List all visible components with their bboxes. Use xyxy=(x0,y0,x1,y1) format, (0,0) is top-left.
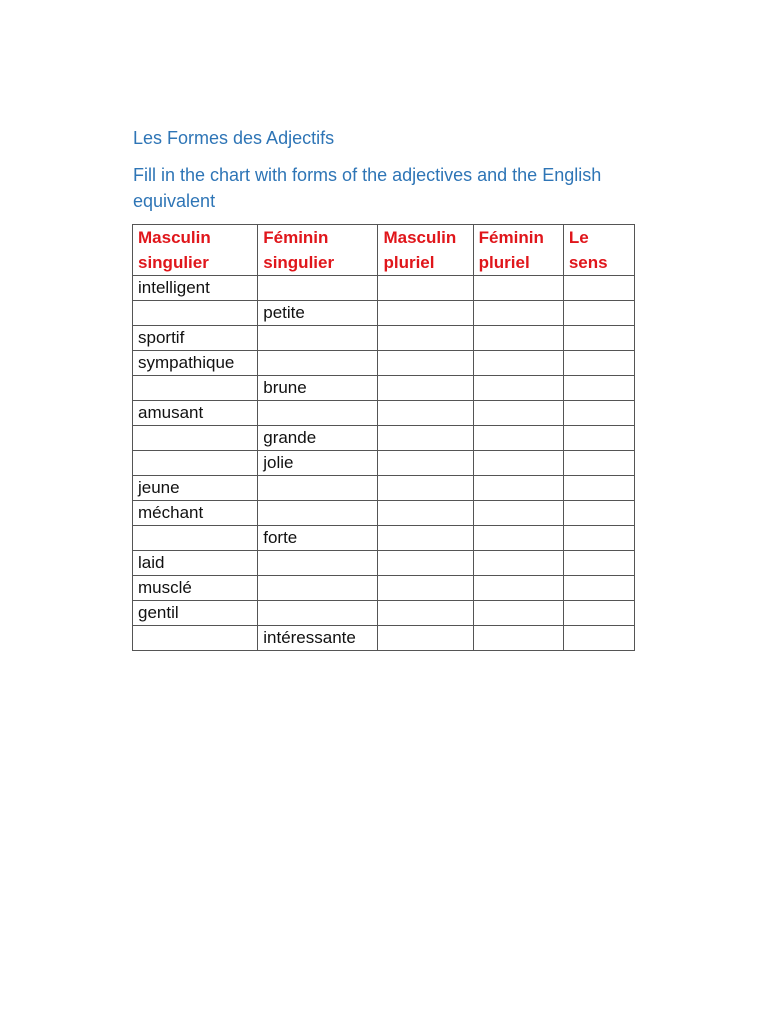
cell-masculin-pluriel[interactable] xyxy=(378,426,473,451)
cell-masculin-singulier: laid xyxy=(133,551,258,576)
table-row xyxy=(133,301,635,326)
cell-le-sens[interactable] xyxy=(563,601,634,626)
cell-masculin-singulier: sympathique xyxy=(133,351,258,376)
cell-feminin-singulier: grande xyxy=(258,426,378,451)
cell-masculin-pluriel[interactable] xyxy=(378,526,473,551)
cell-masculin-singulier[interactable] xyxy=(133,451,258,476)
cell-masculin-singulier: amusant xyxy=(133,401,258,426)
cell-feminin-pluriel[interactable] xyxy=(473,551,563,576)
cell-masculin-singulier: méchant xyxy=(133,501,258,526)
cell-feminin-singulier[interactable] xyxy=(258,351,378,376)
cell-masculin-pluriel[interactable] xyxy=(378,276,473,301)
header-feminin-singulier: Féminin singulier xyxy=(258,225,378,276)
cell-feminin-pluriel[interactable] xyxy=(473,576,563,601)
table-row xyxy=(133,451,635,476)
cell-feminin-pluriel[interactable] xyxy=(473,476,563,501)
instructions-text: Fill in the chart with forms of the adjectives and the English equivalent xyxy=(133,165,602,211)
cell-le-sens[interactable] xyxy=(563,576,634,601)
table-header-row xyxy=(133,225,635,276)
table-row xyxy=(133,476,635,501)
cell-masculin-pluriel[interactable] xyxy=(378,401,473,426)
table-row xyxy=(133,601,635,626)
cell-feminin-singulier[interactable] xyxy=(258,476,378,501)
cell-masculin-singulier: intelligent xyxy=(133,276,258,301)
cell-feminin-singulier: forte xyxy=(258,526,378,551)
cell-le-sens[interactable] xyxy=(563,401,634,426)
cell-masculin-singulier[interactable] xyxy=(133,626,258,651)
cell-feminin-pluriel[interactable] xyxy=(473,526,563,551)
cell-masculin-singulier: sportif xyxy=(133,326,258,351)
cell-feminin-pluriel[interactable] xyxy=(473,351,563,376)
cell-feminin-singulier[interactable] xyxy=(258,326,378,351)
cell-masculin-pluriel[interactable] xyxy=(378,551,473,576)
header-feminin-pluriel: Féminin pluriel xyxy=(473,225,563,276)
table-row xyxy=(133,576,635,601)
table-row xyxy=(133,326,635,351)
cell-le-sens[interactable] xyxy=(563,351,634,376)
cell-masculin-pluriel[interactable] xyxy=(378,301,473,326)
cell-le-sens[interactable] xyxy=(563,276,634,301)
cell-feminin-singulier[interactable] xyxy=(258,601,378,626)
cell-feminin-singulier: petite xyxy=(258,301,378,326)
header-masculin-pluriel: Masculin pluriel xyxy=(378,225,473,276)
cell-masculin-pluriel[interactable] xyxy=(378,626,473,651)
table-body xyxy=(133,276,635,651)
cell-masculin-pluriel[interactable] xyxy=(378,351,473,376)
table-row xyxy=(133,526,635,551)
cell-feminin-singulier[interactable] xyxy=(258,276,378,301)
cell-feminin-pluriel[interactable] xyxy=(473,276,563,301)
cell-masculin-pluriel[interactable] xyxy=(378,451,473,476)
cell-masculin-pluriel[interactable] xyxy=(378,601,473,626)
cell-le-sens[interactable] xyxy=(563,451,634,476)
cell-feminin-pluriel[interactable] xyxy=(473,626,563,651)
cell-feminin-pluriel[interactable] xyxy=(473,451,563,476)
cell-feminin-singulier[interactable] xyxy=(258,576,378,601)
cell-masculin-singulier[interactable] xyxy=(133,376,258,401)
table-row xyxy=(133,501,635,526)
cell-le-sens[interactable] xyxy=(563,301,634,326)
table-row xyxy=(133,426,635,451)
cell-masculin-singulier: jeune xyxy=(133,476,258,501)
table-row xyxy=(133,626,635,651)
cell-le-sens[interactable] xyxy=(563,626,634,651)
cell-masculin-singulier[interactable] xyxy=(133,426,258,451)
cell-feminin-singulier[interactable] xyxy=(258,501,378,526)
cell-feminin-pluriel[interactable] xyxy=(473,376,563,401)
table-row xyxy=(133,376,635,401)
cell-masculin-pluriel[interactable] xyxy=(378,376,473,401)
table-row xyxy=(133,401,635,426)
cell-feminin-pluriel[interactable] xyxy=(473,326,563,351)
cell-le-sens[interactable] xyxy=(563,376,634,401)
cell-masculin-singulier: gentil xyxy=(133,601,258,626)
cell-le-sens[interactable] xyxy=(563,476,634,501)
table-row xyxy=(133,551,635,576)
cell-masculin-pluriel[interactable] xyxy=(378,576,473,601)
cell-feminin-singulier: jolie xyxy=(258,451,378,476)
cell-le-sens[interactable] xyxy=(563,326,634,351)
cell-feminin-pluriel[interactable] xyxy=(473,501,563,526)
table-row xyxy=(133,351,635,376)
header-le-sens: Le sens xyxy=(563,225,634,276)
cell-masculin-pluriel[interactable] xyxy=(378,476,473,501)
cell-masculin-singulier[interactable] xyxy=(133,526,258,551)
cell-le-sens[interactable] xyxy=(563,526,634,551)
page-title: Les Formes des Adjectifs xyxy=(133,128,335,148)
cell-feminin-pluriel[interactable] xyxy=(473,401,563,426)
cell-feminin-singulier[interactable] xyxy=(258,401,378,426)
cell-le-sens[interactable] xyxy=(563,551,634,576)
cell-le-sens[interactable] xyxy=(563,501,634,526)
cell-masculin-pluriel[interactable] xyxy=(378,326,473,351)
cell-feminin-singulier: brune xyxy=(258,376,378,401)
cell-masculin-pluriel[interactable] xyxy=(378,501,473,526)
cell-feminin-pluriel[interactable] xyxy=(473,426,563,451)
cell-feminin-pluriel[interactable] xyxy=(473,301,563,326)
cell-le-sens[interactable] xyxy=(563,426,634,451)
cell-masculin-singulier[interactable] xyxy=(133,301,258,326)
adjective-forms-table xyxy=(132,224,635,651)
header-masculin-singulier: Masculin singulier xyxy=(133,225,258,276)
cell-feminin-pluriel[interactable] xyxy=(473,601,563,626)
cell-feminin-singulier: intéressante xyxy=(258,626,378,651)
cell-masculin-singulier: musclé xyxy=(133,576,258,601)
table-row xyxy=(133,276,635,301)
cell-feminin-singulier[interactable] xyxy=(258,551,378,576)
